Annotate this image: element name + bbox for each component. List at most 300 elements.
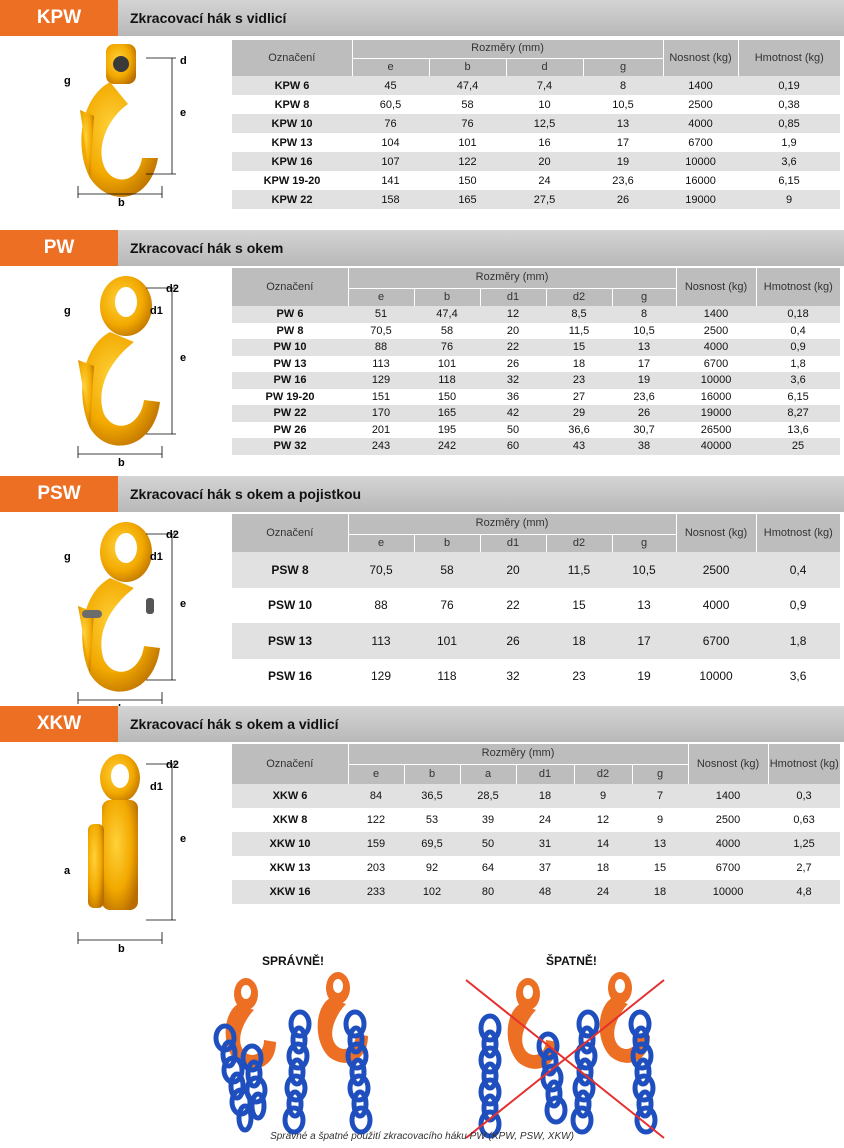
row-value: 0,4 [790, 324, 806, 337]
table-row [232, 114, 840, 133]
row-value: 3,6 [738, 152, 840, 171]
header-dim-e: e [352, 58, 429, 76]
row-value: 1,9 [781, 136, 797, 149]
header-hmotnost: Hmotnost (kg) [738, 40, 840, 76]
row-value: 10,5 [612, 98, 634, 111]
row-value: 26 [506, 357, 520, 370]
row-value: 4,8 [768, 880, 840, 904]
hook-icon [78, 522, 160, 692]
row-value: 1,8 [756, 623, 840, 659]
table-row [232, 405, 840, 422]
correct-label: SPRÁVNĚ! [262, 954, 325, 968]
header-dim-d1: d1 [480, 534, 546, 552]
row-value: 6,15 [787, 390, 809, 403]
row-value: 159 [348, 832, 404, 856]
header-dim-e: e [348, 534, 414, 552]
row-value: 170 [348, 405, 414, 422]
row-value: 2500 [703, 324, 729, 337]
row-value: 165 [414, 405, 480, 422]
row-value: 76 [352, 114, 429, 133]
row-value: 104 [381, 136, 400, 149]
section-header [0, 0, 844, 36]
row-value: 10000 [676, 372, 756, 389]
row-label: PW 19-20 [265, 390, 315, 403]
row-label: KPW 10 [232, 114, 352, 133]
row-value: 26500 [700, 423, 732, 436]
row-value: 2500 [688, 98, 713, 111]
row-label: KPW 13 [271, 136, 313, 149]
row-value: 19 [583, 152, 663, 171]
row-value: 58 [440, 324, 454, 337]
section-header [0, 706, 844, 742]
row-value: 165 [429, 190, 506, 209]
dim-label-g: g [64, 305, 71, 317]
row-value: 23,6 [633, 390, 655, 403]
row-value: 158 [352, 190, 429, 209]
row-value: 8 [612, 306, 676, 323]
row-value: 58 [461, 98, 474, 111]
usage-drawing [0, 968, 844, 1148]
row-value: 6700 [703, 357, 729, 370]
row-value: 88 [374, 598, 388, 613]
table-row [232, 356, 840, 373]
row-value: 28,5 [460, 784, 516, 808]
row-value: 2,7 [796, 862, 812, 874]
chain-correct-2-icon [285, 1012, 309, 1132]
table-row [232, 659, 840, 695]
dim-label-b: b [118, 457, 125, 468]
row-value: 12 [596, 814, 610, 826]
row-value: 101 [458, 136, 477, 149]
table-row [232, 784, 840, 808]
row-label: XKW 8 [272, 814, 308, 826]
row-value: 118 [414, 372, 480, 389]
header-dim-d1: d1 [516, 764, 574, 784]
section-pw [0, 230, 844, 468]
header-nosnost: Nosnost (kg) [688, 744, 768, 784]
header-dim-g: g [612, 534, 676, 552]
row-value: 26 [612, 405, 676, 422]
row-value: 10,5 [633, 324, 655, 337]
row-value: 4000 [676, 339, 756, 356]
hook-diagram [50, 514, 200, 714]
row-value: 6700 [676, 623, 756, 659]
hook-diagram [50, 744, 200, 954]
dim-label-d: d [180, 55, 187, 67]
section-title: Zkracovací hák s okem [118, 230, 844, 266]
header-dim-d2: d2 [546, 534, 612, 552]
row-value: 11,5 [568, 324, 590, 337]
row-value: 0,19 [738, 76, 840, 95]
header-nosnost: Nosnost (kg) [663, 40, 738, 76]
row-value: 1400 [663, 76, 738, 95]
row-value: 24 [538, 174, 551, 187]
chain-correct-1-icon [216, 1026, 251, 1130]
safety-pin-icon [82, 610, 102, 618]
row-value: 129 [370, 669, 392, 684]
row-value: 32 [506, 669, 520, 684]
row-value: 10 [538, 98, 551, 111]
product-code-tab: PW [0, 230, 118, 266]
row-value: 20 [480, 552, 546, 588]
row-value: 19 [612, 372, 676, 389]
table-row [232, 152, 840, 171]
row-value: 151 [371, 390, 391, 403]
row-value: 10,5 [612, 552, 676, 588]
row-value: 3,6 [756, 372, 840, 389]
table-row [232, 306, 840, 323]
row-value: 122 [429, 152, 506, 171]
row-value: 22 [506, 598, 520, 613]
header-oznaceni: Označení [232, 268, 348, 306]
row-value: 6700 [715, 862, 741, 874]
row-value: 15 [572, 598, 586, 613]
row-value: 45 [352, 76, 429, 95]
header-dim-b: b [414, 534, 480, 552]
dim-label-e: e [180, 352, 187, 364]
row-value: 38 [612, 438, 676, 455]
table-row [232, 339, 840, 356]
row-value: 18 [632, 880, 688, 904]
section-title: Zkracovací hák s vidlicí [118, 0, 844, 36]
row-label: XKW 10 [232, 832, 348, 856]
row-value: 129 [348, 372, 414, 389]
row-value: 27 [572, 390, 586, 403]
row-value: 11,5 [546, 552, 612, 588]
chain-wrong-2-icon [573, 1012, 597, 1132]
row-value: 31 [516, 832, 574, 856]
row-value: 18 [546, 623, 612, 659]
row-value: 20 [506, 152, 583, 171]
row-value: 15 [653, 862, 667, 874]
row-value: 13 [612, 339, 676, 356]
row-value: 113 [348, 623, 414, 659]
header-oznaceni: Označení [232, 40, 352, 76]
row-value: 70,5 [348, 552, 414, 588]
row-label: PW 22 [232, 405, 348, 422]
row-label: PSW 13 [232, 623, 348, 659]
header-dim-b: b [414, 288, 480, 306]
header-rozmery: Rozměry (mm) [348, 268, 676, 288]
header-rozmery: Rozměry (mm) [352, 40, 663, 58]
row-value: 24 [574, 880, 632, 904]
section-header [0, 476, 844, 512]
row-value: 113 [372, 357, 390, 370]
dim-label-d2: d2 [166, 529, 179, 541]
row-label: KPW 16 [232, 152, 352, 171]
row-value: 16000 [685, 174, 716, 187]
row-value: 14 [574, 832, 632, 856]
table-row [232, 808, 840, 832]
dim-label-b: b [118, 197, 125, 208]
row-value: 3,6 [789, 669, 807, 684]
header-dim-d: d [506, 58, 583, 76]
header-dim-g: g [632, 764, 688, 784]
table-header-row [232, 514, 840, 534]
row-label: KPW 6 [232, 76, 352, 95]
row-value: 17 [612, 623, 676, 659]
spec-table [232, 40, 840, 209]
usage-caption: Správné a špatné použití zkracovacího háku PW (KPW, PSW, XKW) [270, 1131, 574, 1142]
row-value: 69,5 [404, 832, 460, 856]
row-value: 0,4 [756, 552, 840, 588]
header-dim-e: e [348, 764, 404, 784]
row-value: 60 [480, 438, 546, 455]
row-value: 23,6 [612, 174, 634, 187]
row-value: 12,5 [506, 114, 583, 133]
row-label: XKW 6 [232, 784, 348, 808]
row-value: 150 [458, 174, 477, 187]
row-value: 122 [366, 814, 386, 826]
row-value: 12 [480, 306, 546, 323]
row-value: 37 [538, 862, 552, 874]
wrong-label: ŠPATNĚ! [546, 954, 597, 968]
row-label: XKW 16 [232, 880, 348, 904]
product-code-tab: XKW [0, 706, 118, 742]
row-value: 22 [480, 339, 546, 356]
dim-label-b: b [118, 943, 125, 954]
dim-label-e: e [180, 107, 187, 119]
header-dim-d1: d1 [480, 288, 546, 306]
row-value: 64 [481, 862, 495, 874]
dim-label-g: g [64, 75, 71, 87]
header-rozmery: Rozměry (mm) [348, 514, 676, 534]
row-value: 19000 [663, 190, 738, 209]
row-value: 36,6 [568, 423, 590, 436]
row-value: 15 [546, 339, 612, 356]
spec-table [232, 268, 840, 455]
header-nosnost: Nosnost (kg) [676, 268, 756, 306]
row-value: 10000 [663, 152, 738, 171]
row-value: 8 [583, 76, 663, 95]
table-row [232, 880, 840, 904]
row-value: 47,4 [429, 76, 506, 95]
row-value: 18 [516, 784, 574, 808]
row-value: 27,5 [506, 190, 583, 209]
row-value: 195 [437, 423, 457, 436]
dim-label-d1: d1 [150, 781, 163, 793]
row-value: 17 [637, 357, 651, 370]
table-row [232, 171, 840, 190]
row-value: 36 [506, 390, 520, 403]
row-value: 8,27 [756, 405, 840, 422]
hook-diagram [50, 268, 200, 468]
row-value: 118 [437, 669, 457, 684]
table-row [232, 438, 840, 455]
row-value: 30,7 [633, 423, 655, 436]
row-value: 92 [425, 862, 439, 874]
row-value: 233 [348, 880, 404, 904]
row-value: 80 [460, 880, 516, 904]
row-value: 243 [348, 438, 414, 455]
row-value: 6,15 [778, 174, 800, 187]
row-value: 70,5 [370, 324, 392, 337]
row-value: 19000 [676, 405, 756, 422]
dim-label-g: g [64, 551, 71, 563]
dim-label-d1: d1 [150, 305, 163, 317]
section-title: Zkracovací hák s okem a vidlicí [118, 706, 844, 742]
table-header-row [232, 40, 840, 58]
section-xkw [0, 706, 844, 954]
row-value: 13 [637, 598, 651, 613]
dim-label-e: e [180, 833, 187, 845]
row-label: PW 8 [276, 324, 304, 337]
row-value: 4000 [663, 114, 738, 133]
row-value: 9 [656, 814, 664, 826]
row-value: 76 [414, 339, 480, 356]
header-oznaceni: Označení [232, 514, 348, 552]
row-value: 2500 [715, 814, 741, 826]
row-value: 36,5 [404, 784, 460, 808]
table-header-row [232, 744, 840, 764]
dim-label-d2: d2 [166, 283, 179, 295]
row-value: 0,3 [768, 784, 840, 808]
row-value: 101 [414, 623, 480, 659]
table-header-row [232, 268, 840, 288]
row-label: PSW 16 [267, 669, 312, 684]
dim-label-e: e [180, 598, 187, 610]
row-value: 32 [480, 372, 546, 389]
table-row [232, 372, 840, 389]
row-value: 60,5 [379, 98, 402, 111]
row-value: 107 [352, 152, 429, 171]
row-value: 76 [429, 114, 506, 133]
dim-label-d1: d1 [150, 551, 163, 563]
row-value: 40000 [676, 438, 756, 455]
row-value: 0,9 [789, 598, 807, 613]
table-row [232, 588, 840, 624]
row-value: 1,8 [790, 357, 806, 370]
row-value: 10000 [699, 669, 733, 684]
spec-table [232, 744, 840, 904]
row-value: 17 [616, 136, 630, 149]
row-value: 201 [371, 423, 391, 436]
row-value: 242 [414, 438, 480, 455]
row-label: PSW 8 [232, 552, 348, 588]
row-value: 20 [506, 324, 520, 337]
row-label: PW 16 [232, 372, 348, 389]
row-value: 23 [546, 372, 612, 389]
row-value: 50 [460, 832, 516, 856]
header-dim-g: g [612, 288, 676, 306]
row-label: KPW 8 [274, 98, 310, 111]
row-label: PW 32 [232, 438, 348, 455]
section-title: Zkracovací hák s okem a pojistkou [118, 476, 844, 512]
header-dim-g: g [583, 58, 663, 76]
table-row [232, 832, 840, 856]
row-value: 53 [425, 814, 439, 826]
row-value: 48 [516, 880, 574, 904]
row-value: 26 [480, 623, 546, 659]
header-dim-d2: d2 [546, 288, 612, 306]
row-value: 47,4 [414, 306, 480, 323]
row-value: 84 [348, 784, 404, 808]
row-value: 4000 [702, 598, 730, 613]
row-value: 4000 [688, 832, 768, 856]
hook-diagram [50, 38, 200, 208]
row-value: 16 [538, 136, 551, 149]
row-value: 1400 [688, 784, 768, 808]
section-header [0, 230, 844, 266]
row-value: 101 [437, 357, 457, 370]
row-value: 18 [596, 862, 610, 874]
row-value: 19 [637, 669, 651, 684]
spec-table [232, 514, 840, 694]
row-value: 0,18 [756, 306, 840, 323]
row-value: 6700 [688, 136, 713, 149]
row-label: PW 6 [232, 306, 348, 323]
row-value: 1400 [676, 306, 756, 323]
table-row [232, 422, 840, 439]
row-value: 0,63 [793, 814, 815, 826]
row-label: KPW 22 [232, 190, 352, 209]
row-value: 24 [538, 814, 552, 826]
header-oznaceni: Označení [232, 744, 348, 784]
header-dim-d2: d2 [574, 764, 632, 784]
row-value: 9 [738, 190, 840, 209]
row-value: 7,4 [506, 76, 583, 95]
row-value: 102 [404, 880, 460, 904]
row-value: 203 [366, 862, 386, 874]
dim-label-d2: d2 [166, 759, 179, 771]
header-hmotnost: Hmotnost (kg) [756, 268, 840, 306]
row-value: 18 [572, 357, 586, 370]
row-label: XKW 13 [269, 862, 311, 874]
row-value: 13,6 [787, 423, 809, 436]
row-value: 25 [756, 438, 840, 455]
table-row [232, 190, 840, 209]
row-value: 26 [583, 190, 663, 209]
table-row [232, 552, 840, 588]
row-value: 39 [481, 814, 495, 826]
hook-icon [78, 276, 160, 446]
row-value: 7 [632, 784, 688, 808]
header-dim-b: b [404, 764, 460, 784]
header-dim-a: a [460, 764, 516, 784]
row-value: 150 [437, 390, 457, 403]
table-row [232, 389, 840, 406]
row-value: 9 [574, 784, 632, 808]
row-value: 141 [381, 174, 400, 187]
product-code-tab: KPW [0, 0, 118, 36]
row-value: 2500 [676, 552, 756, 588]
row-value: 0,85 [738, 114, 840, 133]
header-rozmery: Rozměry (mm) [348, 744, 688, 764]
table-row [232, 76, 840, 95]
row-label: PW 13 [273, 357, 307, 370]
usage-illustration [0, 940, 844, 1148]
header-hmotnost: Hmotnost (kg) [768, 744, 840, 784]
row-value: 0,9 [756, 339, 840, 356]
row-value: 88 [348, 339, 414, 356]
row-value: 0,38 [778, 98, 800, 111]
row-value: 58 [414, 552, 480, 588]
hook-icon [88, 754, 140, 910]
row-value: 76 [440, 598, 454, 613]
row-label: PW 26 [273, 423, 307, 436]
row-label: PW 10 [232, 339, 348, 356]
header-dim-b: b [429, 58, 506, 76]
row-value: 8,5 [546, 306, 612, 323]
table-row [232, 856, 840, 880]
row-value: 1,25 [768, 832, 840, 856]
header-dim-e: e [348, 288, 414, 306]
header-hmotnost: Hmotnost (kg) [756, 514, 840, 552]
section-kpw [0, 0, 844, 220]
row-value: 51 [348, 306, 414, 323]
table-row [232, 323, 840, 340]
row-label: KPW 19-20 [263, 174, 321, 187]
